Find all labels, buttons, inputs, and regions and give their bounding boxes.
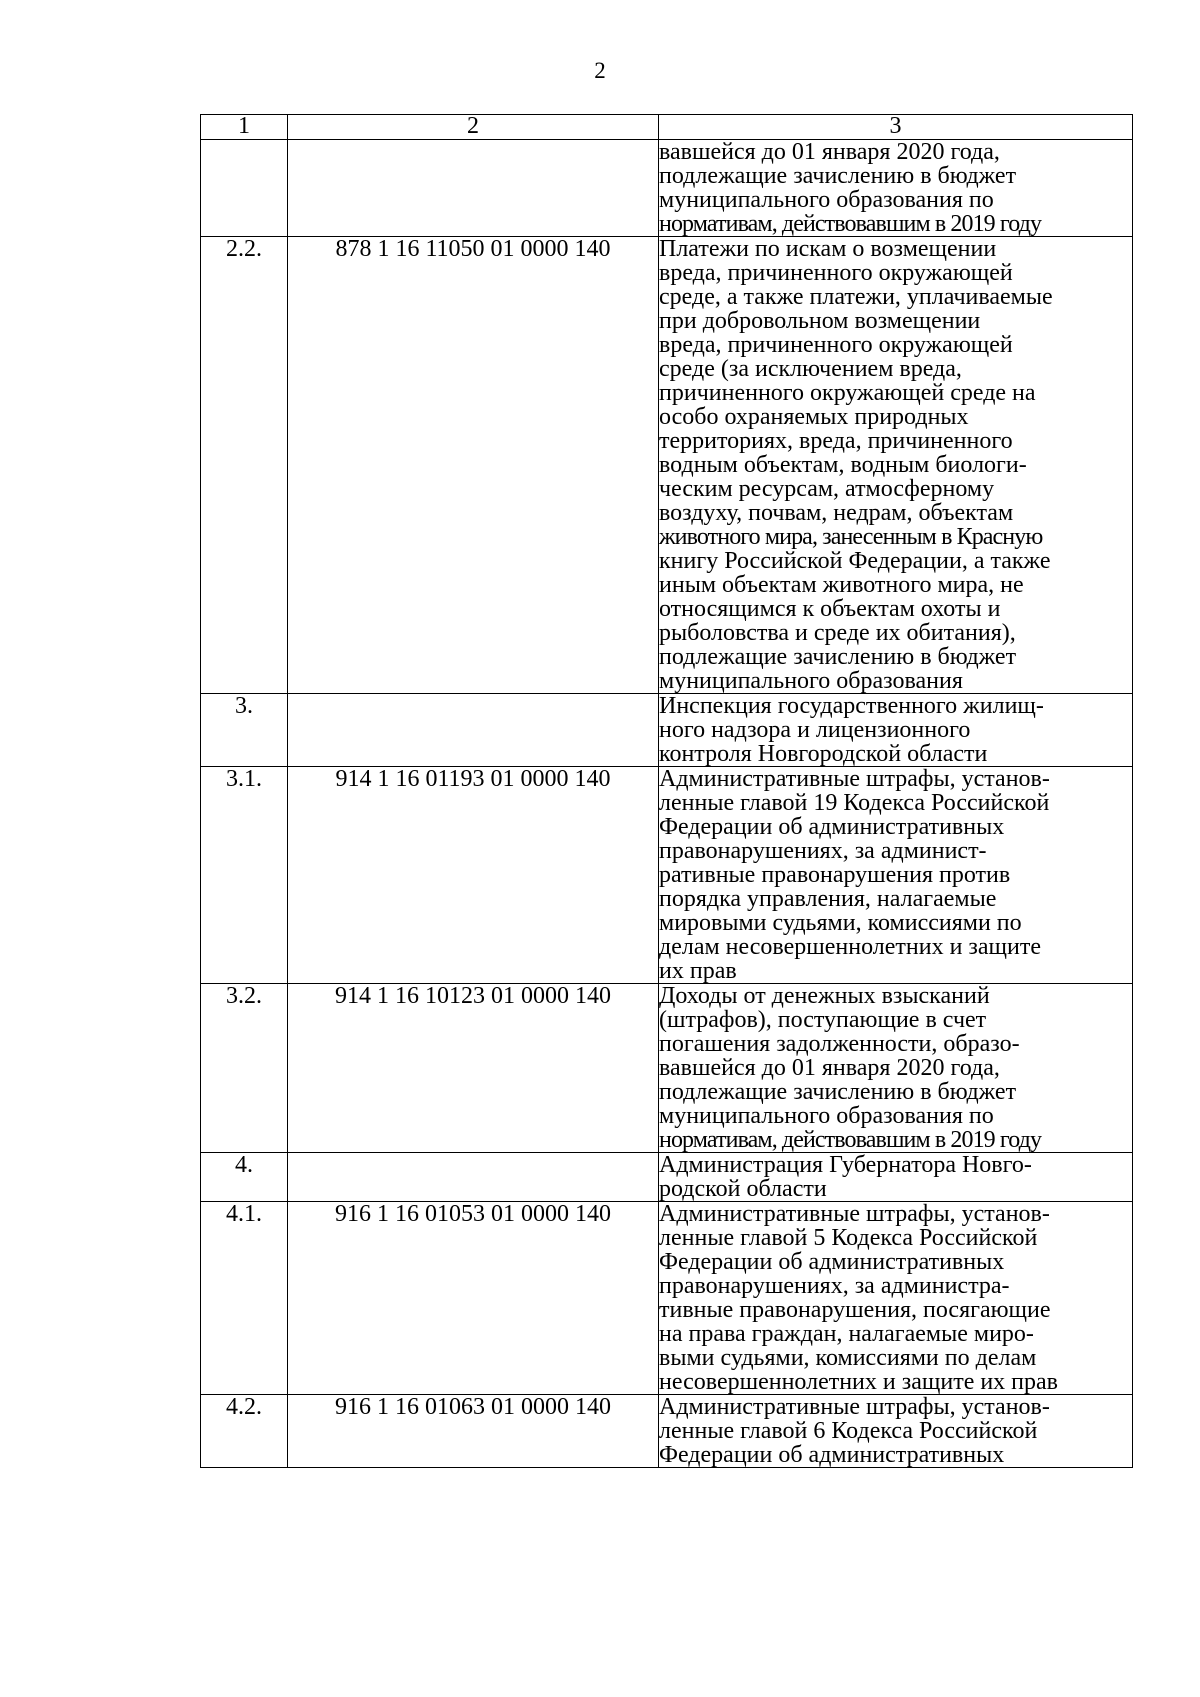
description-line: Административные штрафы, установ- [659, 766, 1050, 792]
row-number: 4.1. [201, 1202, 288, 1395]
description-line: правонарушениях, за администра- [659, 1273, 1010, 1299]
table-row [201, 984, 1133, 1153]
budget-classification-code: 914 1 16 01193 01 0000 140 [288, 767, 659, 984]
income-description [659, 140, 1133, 237]
income-description [659, 1202, 1133, 1395]
description-line: Инспекция государственного жилищ- [659, 693, 1044, 719]
row-number: 3. [201, 694, 288, 767]
description-line: несовершеннолетних и защите их прав [659, 1369, 1059, 1395]
row-number: 4.2. [201, 1395, 288, 1468]
description-line: их прав [659, 958, 737, 984]
budget-classification-code: 916 1 16 01053 01 0000 140 [288, 1202, 659, 1395]
income-codes-table [200, 114, 1133, 1468]
description-line: Федерации об административных [659, 1249, 1005, 1275]
description-line: муниципального образования [659, 668, 963, 694]
table-row [201, 140, 1133, 237]
income-description [659, 237, 1133, 694]
row-number [201, 140, 288, 237]
column-header-1: 1 [201, 115, 288, 140]
description-line: подлежащие зачислению в бюджет [659, 644, 1017, 670]
column-header-2: 2 [288, 115, 659, 140]
description-line: погашения задолженности, образо- [659, 1031, 1020, 1057]
description-line: относящимся к объектам охоты и [659, 596, 1001, 622]
income-description [659, 984, 1133, 1153]
description-line: среде (за исключением вреда, [659, 356, 962, 382]
table-row [201, 1395, 1133, 1468]
description-line: Доходы от денежных взысканий [659, 983, 990, 1009]
description-line: нормативам, действовавшим в 2019 году [659, 211, 1042, 237]
income-description [659, 1395, 1133, 1468]
description-line: Федерации об административных [659, 1442, 1005, 1468]
description-line: Платежи по искам о возмещении [659, 236, 997, 262]
description-line: правонарушениях, за админист- [659, 838, 987, 864]
table-row [201, 237, 1133, 694]
income-description [659, 694, 1133, 767]
table-row [201, 1202, 1133, 1395]
description-line: иным объектам животного мира, не [659, 572, 1024, 598]
description-line: муниципального образования по [659, 187, 994, 213]
description-line: среде, а также платежи, уплачиваемые [659, 284, 1053, 310]
description-line: нормативам, действовавшим в 2019 году [659, 1127, 1042, 1153]
description-line: Федерации об административных [659, 814, 1005, 840]
budget-classification-code: 916 1 16 01063 01 0000 140 [288, 1395, 659, 1468]
description-line: ленные главой 6 Кодекса Российской [659, 1418, 1038, 1444]
description-line: родской области [659, 1176, 827, 1202]
description-line: муниципального образования по [659, 1103, 994, 1129]
table-row [201, 694, 1133, 767]
description-line: выми судьями, комиссиями по делам [659, 1345, 1037, 1371]
description-line: подлежащие зачислению в бюджет [659, 163, 1017, 189]
description-line: причиненного окружающей среде на [659, 380, 1036, 406]
page-number: 2 [594, 58, 606, 83]
column-header-3: 3 [659, 115, 1133, 140]
table-row [201, 767, 1133, 984]
row-number: 3.2. [201, 984, 288, 1153]
description-line: вреда, причиненного окружающей [659, 260, 1013, 286]
row-number: 3.1. [201, 767, 288, 984]
header-row [201, 115, 1133, 140]
description-line: ленные главой 19 Кодекса Российской [659, 790, 1050, 816]
description-line: водным объектам, водным биологи- [659, 452, 1027, 478]
budget-classification-code [288, 694, 659, 767]
description-line: рыболовства и среде их обитания), [659, 620, 1016, 646]
description-line: Административные штрафы, установ- [659, 1394, 1050, 1420]
row-number: 4. [201, 1153, 288, 1202]
description-line: ного надзора и лицензионного [659, 717, 971, 743]
description-line: на права граждан, налагаемые миро- [659, 1321, 1034, 1347]
description-line: вреда, причиненного окружающей [659, 332, 1013, 358]
description-line: Административные штрафы, установ- [659, 1201, 1050, 1227]
description-line: Администрация Губернатора Новго- [659, 1152, 1032, 1178]
table-row [201, 1153, 1133, 1202]
description-line: воздуху, почвам, недрам, объектам [659, 500, 1014, 526]
description-line: порядка управления, налагаемые [659, 886, 997, 912]
description-line: при добровольном возмещении [659, 308, 981, 334]
description-line: контроля Новгородской области [659, 741, 988, 767]
description-line: книгу Российской Федерации, а также [659, 548, 1051, 574]
description-line: вавшейся до 01 января 2020 года, [659, 1055, 1000, 1081]
description-line: животного мира, занесенным в Красную [659, 524, 1043, 550]
description-line: ческим ресурсам, атмосферному [659, 476, 995, 502]
description-line: особо охраняемых природных [659, 404, 969, 430]
budget-classification-code [288, 140, 659, 237]
budget-classification-code: 914 1 16 10123 01 0000 140 [288, 984, 659, 1153]
budget-classification-code [288, 1153, 659, 1202]
description-line: (штрафов), поступающие в счет [659, 1007, 987, 1033]
description-line: территориях, вреда, причиненного [659, 428, 1013, 454]
row-number: 2.2. [201, 237, 288, 694]
description-line: ративные правонарушения против [659, 862, 1011, 888]
description-line: ленные главой 5 Кодекса Российской [659, 1225, 1038, 1251]
description-line: подлежащие зачислению в бюджет [659, 1079, 1017, 1105]
income-description [659, 767, 1133, 984]
description-line: тивные правонарушения, посягающие [659, 1297, 1051, 1323]
income-description [659, 1153, 1133, 1202]
description-line: мировыми судьями, комиссиями по [659, 910, 1022, 936]
description-line: вавшейся до 01 января 2020 года, [659, 139, 1000, 165]
budget-classification-code: 878 1 16 11050 01 0000 140 [288, 237, 659, 694]
description-line: делам несовершеннолетних и защите [659, 934, 1042, 960]
